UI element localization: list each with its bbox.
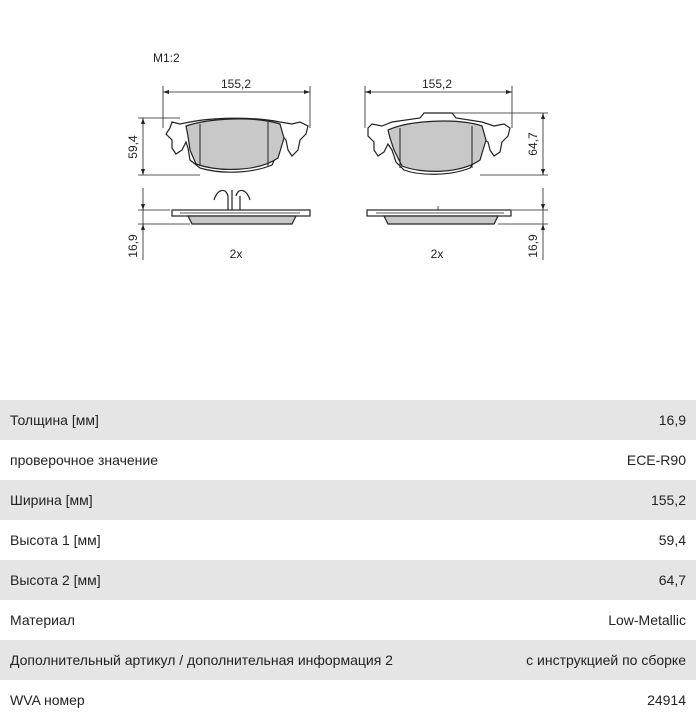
spec-label: проверочное значение bbox=[0, 440, 481, 480]
spec-label: WVA номер bbox=[0, 680, 481, 720]
spec-label: Высота 2 [мм] bbox=[0, 560, 481, 600]
left-pad-quantity-label: 2x bbox=[229, 247, 243, 261]
spec-value: ECE-R90 bbox=[481, 440, 696, 480]
table-row bbox=[0, 680, 696, 720]
specifications-table bbox=[0, 400, 696, 720]
left-pad-side-view bbox=[138, 188, 310, 260]
brake-pad-drawing bbox=[0, 0, 696, 330]
spec-value: с инструкцией по сборке bbox=[481, 640, 696, 680]
spec-value: Low-Metallic bbox=[481, 600, 696, 640]
right-pad-height-label: 64,7 bbox=[526, 132, 540, 156]
right-pad-width-label: 155,2 bbox=[421, 77, 453, 91]
table-row bbox=[0, 600, 696, 640]
spec-value: 24914 bbox=[481, 680, 696, 720]
right-pad-side-view bbox=[367, 188, 548, 260]
right-pad-quantity-label: 2x bbox=[430, 247, 444, 261]
spec-label: Ширина [мм] bbox=[0, 480, 481, 520]
table-row bbox=[0, 560, 696, 600]
left-pad-thickness-label: 16,9 bbox=[126, 234, 140, 258]
table-row bbox=[0, 440, 696, 480]
table-row bbox=[0, 400, 696, 440]
table-row bbox=[0, 480, 696, 520]
table-row bbox=[0, 520, 696, 560]
table-row bbox=[0, 640, 696, 680]
spec-value: 16,9 bbox=[481, 400, 696, 440]
right-pad-thickness-label: 16,9 bbox=[526, 234, 540, 258]
left-pad-height-label: 59,4 bbox=[126, 135, 140, 159]
right-pad-top-view bbox=[365, 86, 548, 175]
spec-label: Толщина [мм] bbox=[0, 400, 481, 440]
spec-label: Материал bbox=[0, 600, 481, 640]
spec-value: 64,7 bbox=[481, 560, 696, 600]
spec-value: 155,2 bbox=[481, 480, 696, 520]
scale-label: M1:2 bbox=[153, 51, 180, 65]
spec-label: Дополнительный артикул / дополнительная информация 2 bbox=[0, 640, 481, 680]
left-pad-top-view bbox=[138, 86, 310, 175]
spec-label: Высота 1 [мм] bbox=[0, 520, 481, 560]
left-pad-width-label: 155,2 bbox=[220, 77, 252, 91]
spec-value: 59,4 bbox=[481, 520, 696, 560]
